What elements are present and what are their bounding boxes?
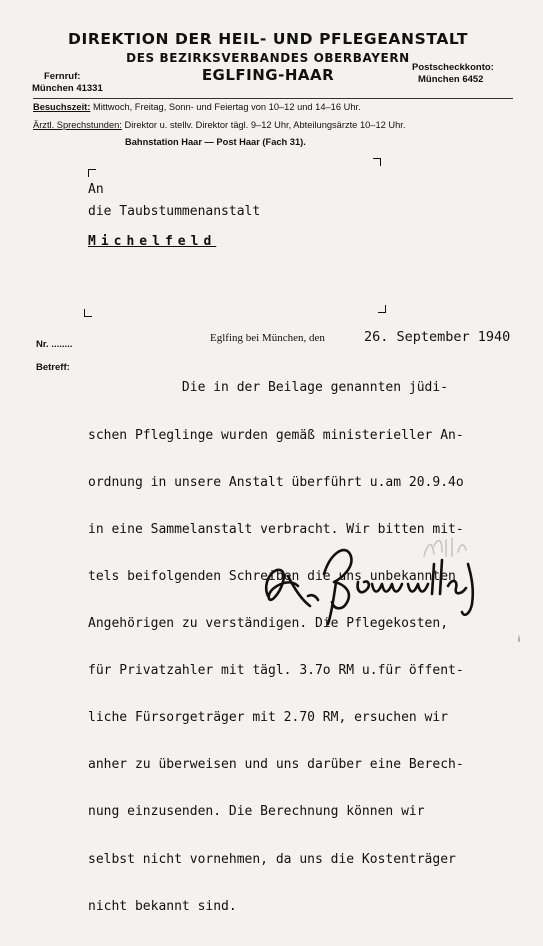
postscheck-label: Postscheckkonto:: [412, 62, 494, 73]
postscheck-number: München 6452: [418, 74, 484, 85]
body-line: nicht bekannt sind.: [88, 898, 237, 914]
letterhead-subtitle: DES BEZIRKSVERBANDES OBERBAYERN: [126, 51, 410, 65]
address-corner-bottom-left: [84, 309, 92, 317]
betreff-label: Betreff:: [36, 362, 70, 373]
address-corner-top-right: [373, 158, 381, 166]
letter-date: 26. September 1940: [364, 329, 511, 345]
body-line: anher zu überweisen und uns darüber eine Berech-: [88, 757, 464, 773]
letterhead-divider: [33, 98, 513, 99]
besuchszeit-label: Besuchszeit:: [33, 102, 91, 112]
besuchszeit-line: [33, 102, 361, 112]
nr-label: Nr. ........: [36, 339, 73, 350]
letterhead-title: DIREKTION DER HEIL- UND PFLEGEANSTALT: [68, 30, 468, 48]
body-line: nung einzusenden. Die Berechnung können wir: [88, 804, 425, 820]
body-line: Angehörigen zu verständigen. Die Pflegekosten,: [88, 615, 449, 631]
sprechstunden-label: Ärztl. Sprechstunden:: [33, 120, 122, 130]
address-line-1: An: [88, 182, 104, 197]
address-corner-top-left: [88, 169, 96, 177]
fernruf-number: München 41331: [32, 83, 103, 94]
letterhead-location: EGLFING-HAAR: [201, 66, 335, 84]
handwritten-signature-icon: [258, 534, 490, 626]
body-line: für Privatzahler mit tägl. 3.7o RM u.für öffent-: [88, 663, 464, 679]
body-line: in eine Sammelanstalt verbracht. Wir bitten mit-: [88, 521, 464, 537]
body-line: selbst nicht vornehmen, da uns die Kostenträger: [88, 851, 456, 867]
body-line: Die in der Beilage genannten jüdi-: [88, 380, 449, 396]
corner-mark: i: [518, 634, 520, 644]
address-line-2: die Taubstummenanstalt: [88, 204, 261, 219]
body-line: schen Pfleglinge wurden gemäß ministerieller An-: [88, 427, 464, 443]
besuchszeit-text: Mittwoch, Freitag, Sonn- und Feiertag von 10–12 und 14–16 Uhr.: [92, 102, 361, 112]
body-line: tels beifolgenden Schreiben die uns unbekannten: [88, 568, 456, 584]
place-line: Eglfing bei München, den: [210, 332, 325, 344]
sprechstunden-text: Direktor u. stellv. Direktor tägl. 9–12 Uhr, Abteilungsärzte 10–12 Uhr.: [124, 120, 406, 130]
letter-body: [88, 349, 518, 946]
fernruf-label: Fernruf:: [44, 71, 81, 82]
body-line: ordnung in unsere Anstalt überführt u.am 20.9.4o: [88, 474, 464, 490]
body-line: liche Fürsorgeträger mit 2.70 RM, ersuchen wir: [88, 710, 449, 726]
address-corner-bottom-right: [378, 305, 386, 313]
address-line-3: Michelfeld: [88, 234, 217, 249]
bahnstation-line: Bahnstation Haar — Post Haar (Fach 31).: [125, 137, 306, 147]
sprechstunden-line: [33, 120, 405, 130]
